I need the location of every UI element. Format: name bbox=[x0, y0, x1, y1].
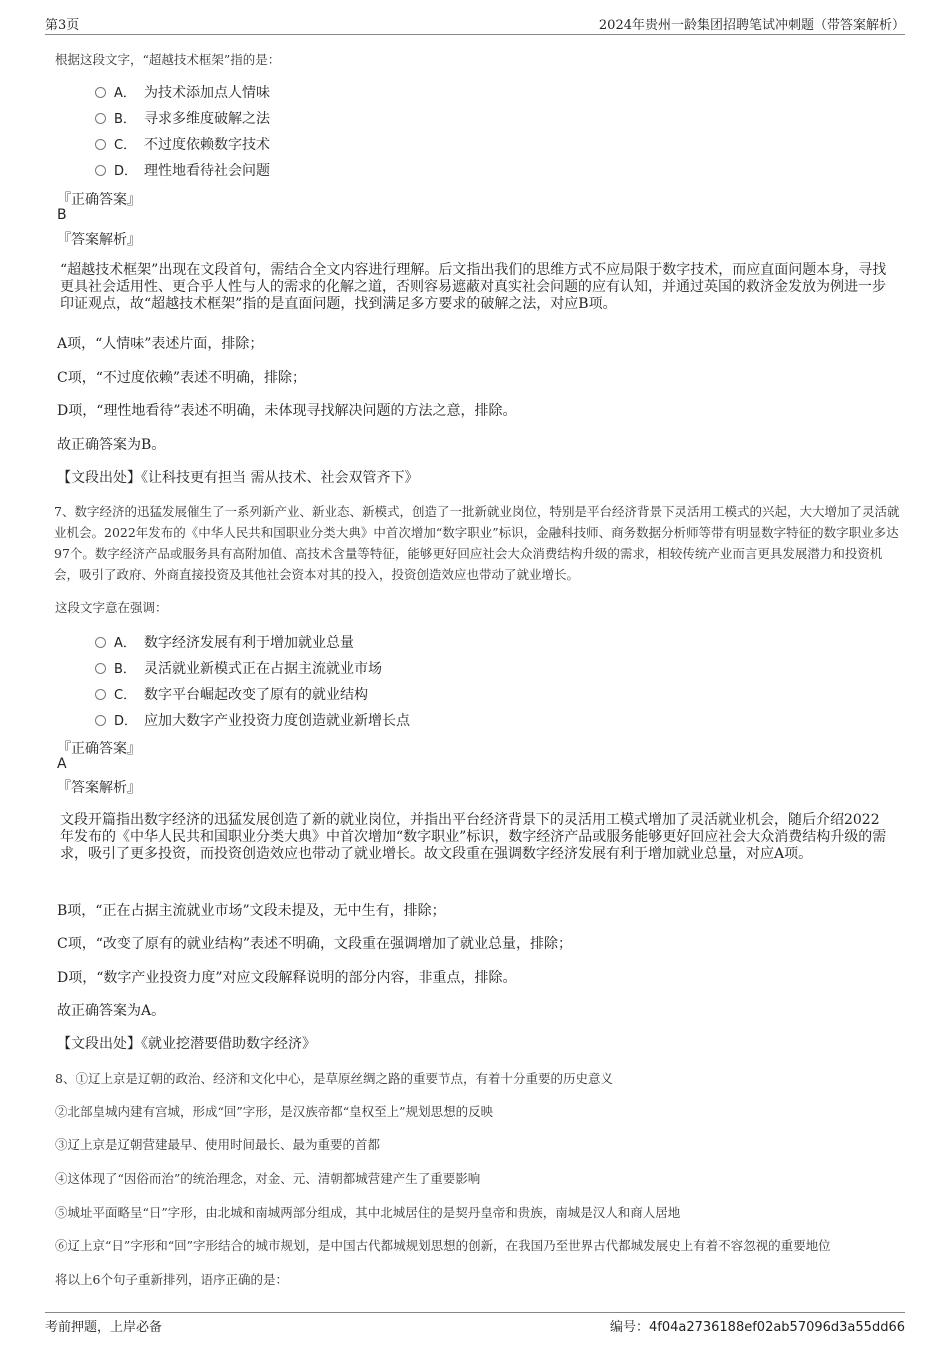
q8-sentence: 8、①辽上京是辽朝的政治、经济和文化中心，是草原丝绸之路的重要节点，有着十分重要的历史意义 bbox=[55, 1071, 613, 1086]
option-text: 数字平台崛起改变了原有的就业结构 bbox=[144, 687, 368, 703]
option-text: 寻求多维度破解之法 bbox=[144, 111, 270, 127]
option-text: 理性地看待社会问题 bbox=[144, 163, 270, 179]
q8-sentence: ④这体现了“因俗而治”的统治理念，对金、元、清朝都城营建产生了重要影响 bbox=[55, 1171, 481, 1186]
option-letter: B． bbox=[114, 662, 136, 677]
radio-icon[interactable] bbox=[95, 689, 106, 700]
option-letter: D． bbox=[114, 164, 138, 179]
page-footer bbox=[45, 1312, 905, 1335]
q7-note-d: D项，“数字产业投资力度”对应文段解释说明的部分内容，非重点，排除。 bbox=[57, 970, 517, 986]
option-text: 应加大数字产业投资力度创造就业新增长点 bbox=[144, 713, 410, 729]
q6-note-c: C项，“不过度依赖”表述不明确，排除； bbox=[57, 370, 307, 386]
footer-slogan: 考前押题，上岸必备 bbox=[45, 1320, 163, 1335]
radio-icon[interactable] bbox=[95, 87, 106, 98]
q6-conclusion: 故正确答案为B。 bbox=[57, 437, 166, 453]
radio-icon[interactable] bbox=[95, 113, 106, 124]
q6-answer-label: 『正确答案』 bbox=[57, 192, 141, 208]
q6-option-d[interactable] bbox=[95, 160, 270, 180]
radio-icon[interactable] bbox=[95, 139, 106, 150]
option-letter: A． bbox=[114, 86, 136, 101]
q6-analysis: “超越技术框架”出现在文段首句，需结合全文内容进行理解。后文指出我们的思维方式不应局限于数字技术，而应直面问题本身，寻找更具社会适用性、更合乎人性与人的需求的化解之道，否则容易遮蔽对真实社会问题的应有认知，并通过英国的救济金发放为例进一步印证观点，故“超越技术框架”指的是直面问题，找到满足多方要求的破解之法，对应B项。 bbox=[60, 262, 887, 312]
q6-option-a[interactable] bbox=[95, 82, 270, 102]
radio-icon[interactable] bbox=[95, 165, 106, 176]
q7-answer: A bbox=[57, 756, 67, 772]
q6-source: 【文段出处】《让科技更有担当 需从技术、社会双管齐下》 bbox=[57, 470, 419, 486]
q8-sentence: ③辽上京是辽朝营建最早、使用时间最长、最为重要的首都 bbox=[55, 1137, 381, 1152]
q7-option-a[interactable] bbox=[95, 632, 354, 652]
q8-sentence: ②北部皇城内建有宫城，形成“回”字形，是汉族帝都“皇权至上”规划思想的反映 bbox=[55, 1104, 494, 1119]
document-title: 2024年贵州一龄集团招聘笔试冲刺题（带答案解析） bbox=[598, 18, 905, 33]
q8-sentence: ⑤城址平面略呈“日”字形，由北城和南城两部分组成，其中北城居住的是契丹皇帝和贵族，南城是汉人和商人居地 bbox=[55, 1205, 681, 1220]
code-label: 编号： bbox=[609, 1320, 649, 1335]
radio-icon[interactable] bbox=[95, 637, 106, 648]
option-letter: D． bbox=[114, 714, 138, 729]
q8-prompt: 将以上6个句子重新排列，语序正确的是： bbox=[55, 1272, 288, 1287]
option-letter: C． bbox=[114, 688, 137, 703]
option-text: 灵活就业新模式正在占据主流就业市场 bbox=[144, 661, 382, 677]
q6-note-a: A项，“人情味”表述片面，排除； bbox=[57, 336, 264, 352]
q7-passage: 7、数字经济的迅猛发展催生了一系列新产业、新业态、新模式，创造了一批新就业岗位，特别是平台经济背景下灵活用工模式的兴起，大大增加了灵活就业机会。2022年发布的《中华人民共和国职业分类大典》中首次增加“数字职业”标识，金融科技师、商务数据分析师等带有明显数字特征的数字职业多达97个。数字经济产品或服务具有高附加值、高技术含量等特征，能够更好回应社会大众消费结构升级的需求，相较传统产业而言更具发展潜力和投资机会，吸引了政府、外商直接投资及其他社会资本对其的投入，投资创造效应也带动了就业增长。 bbox=[54, 504, 900, 582]
option-text: 不过度依赖数字技术 bbox=[144, 137, 270, 153]
q8-sentence: ⑥辽上京“日”字形和“回”字形结合的城市规划，是中国古代都城规划思想的创新，在我国乃至世界古代都城发展史上有着不容忽视的重要地位 bbox=[55, 1238, 831, 1253]
q7-answer-label: 『正确答案』 bbox=[57, 741, 141, 757]
page-number: 第3页 bbox=[45, 18, 80, 33]
radio-icon[interactable] bbox=[95, 715, 106, 726]
q7-analysis: 文段开篇指出数字经济的迅猛发展创造了新的就业岗位，并指出平台经济背景下的灵活用工模式增加了灵活就业机会，随后介绍2022年发布的《中华人民共和国职业分类大典》中首次增加“数字职业”标识，数字经济产品或服务能够更好回应社会大众消费结构升级的需求，吸引了更多投资，而投资创造效应也带动了就业增长。故文段重在强调数字经济发展有利于增加就业总量，对应A项。 bbox=[60, 812, 887, 862]
q7-note-c: C项，“改变了原有的就业结构”表述不明确，文段重在强调增加了就业总量，排除； bbox=[57, 936, 573, 952]
q7-source: 【文段出处】《就业挖潜要借助数字经济》 bbox=[57, 1036, 316, 1052]
q6-answer: B bbox=[57, 207, 67, 223]
q7-option-c[interactable] bbox=[95, 684, 368, 704]
q6-prompt: 根据这段文字，“超越技术框架”指的是： bbox=[55, 52, 281, 67]
page-header bbox=[45, 14, 905, 35]
q7-option-d[interactable] bbox=[95, 710, 410, 730]
code-value: 4f04a2736188ef02ab57096d3a55dd66 bbox=[648, 1320, 905, 1335]
q7-option-b[interactable] bbox=[95, 658, 382, 678]
q6-analysis-label: 『答案解析』 bbox=[57, 232, 141, 248]
q7-note-b: B项，“正在占据主流就业市场”文段未提及，无中生有，排除； bbox=[57, 903, 446, 919]
q7-conclusion: 故正确答案为A。 bbox=[57, 1003, 166, 1019]
option-letter: A． bbox=[114, 636, 136, 651]
document-code bbox=[610, 1316, 905, 1335]
q6-option-c[interactable] bbox=[95, 134, 270, 154]
option-letter: B． bbox=[114, 112, 136, 127]
radio-icon[interactable] bbox=[95, 663, 106, 674]
option-letter: C． bbox=[114, 138, 137, 153]
option-text: 为技术添加点人情味 bbox=[144, 85, 270, 101]
q6-option-b[interactable] bbox=[95, 108, 270, 128]
q7-prompt: 这段文字意在强调： bbox=[55, 600, 168, 615]
option-text: 数字经济发展有利于增加就业总量 bbox=[144, 635, 354, 651]
q7-analysis-label: 『答案解析』 bbox=[57, 780, 141, 796]
q6-note-d: D项，“理性地看待”表述不明确，未体现寻找解决问题的方法之意，排除。 bbox=[57, 403, 517, 419]
